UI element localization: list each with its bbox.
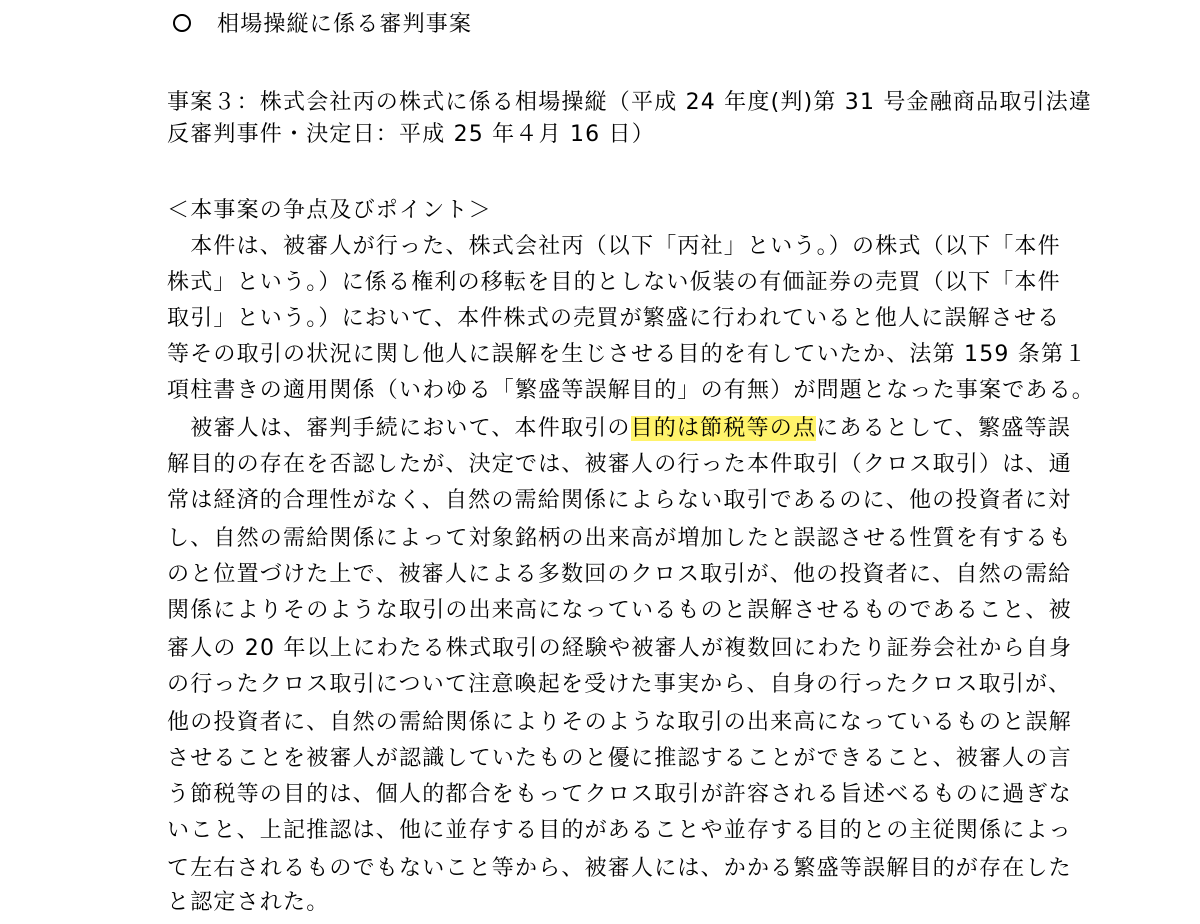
paragraph-2-line [167,410,1071,448]
paragraph-2-line: 常は経済的合理性がなく、自然の需給関係によらない取引であるのに、他の投資者に対 [167,488,1072,513]
paragraph-2-line: 他の投資者に、自然の需給関係によりそのような取引の出来高になっているものと誤解 [167,710,1072,735]
highlighted-phrase: 目的は節税等の点 [630,416,817,441]
paragraph-1-line: 本件は、被審人が行った、株式会社丙（以下「丙社」という。）の株式（以下「本件 [167,234,1061,259]
section-heading [167,6,472,44]
circle-marker-icon [173,14,191,32]
paragraph-2-line: させることを被審人が認識していたものと優に推認することができること、被審人の言 [167,746,1072,771]
paragraph-1-line: 等その取引の状況に関し他人に誤解を生じさせる目的を有していたか、法第 159 条第１ [167,342,1088,367]
paragraph-2-line: 関係によりそのような取引の出来高になっているものと誤解させるものであること、被 [167,598,1072,623]
paragraph-2-text: 被審人は、審判手続において、本件取引の [167,416,631,441]
paragraph-1-line: 取引」という。）において、本件株式の売買が繁盛に行われていると他人に誤解させる [167,306,1061,331]
issues-heading: ＜本事案の争点及びポイント＞ [167,198,492,223]
paragraph-2-line: う節税等の目的は、個人的都合をもってクロス取引が許容される旨述べるものに過ぎな [167,782,1072,807]
paragraph-2-line: 解目的の存在を否認したが、決定では、被審人の行った本件取引（クロス取引）は、通 [167,452,1072,477]
paragraph-2-line: し、自然の需給関係によって対象銘柄の出来高が増加したと誤認させる性質を有するも [167,526,1072,551]
heading-title: 相場操縦に係る審判事案 [217,12,473,37]
paragraph-2-text: にあるとして、繁盛等誤 [816,416,1071,441]
paragraph-2-line: のと位置づけた上で、被審人による多数回のクロス取引が、他の投資者に、自然の需給 [167,562,1072,587]
case-title-line-2: 反審判事件・決定日：平成 25 年４月 16 日） [167,122,655,147]
paragraph-2-line: と認定された。 [167,890,330,915]
paragraph-2-line: て左右されるものでもないこと等から、被審人には、かかる繁盛等誤解目的が存在した [167,856,1072,881]
paragraph-2-line: いこと、上記推認は、他に並存する目的があることや並存する目的との主従関係によっ [167,818,1072,843]
paragraph-1-line: 項柱書きの適用関係（いわゆる「繁盛等誤解目的」の有無）が問題となった事案である。 [167,378,1096,403]
paragraph-2-line: の行ったクロス取引について注意喚起を受けた事実から、自身の行ったクロス取引が、 [167,672,1072,697]
case-title-line-1: 事案３：株式会社丙の株式に係る相場操縦（平成 24 年度(判)第 31 号金融商品取引法違 [167,90,1093,115]
paragraph-1-line: 株式」という。）に係る権利の移転を目的としない仮装の有価証券の売買（以下「本件 [167,270,1061,295]
paragraph-2-line: 審人の 20 年以上にわたる株式取引の経験や被審人が複数回にわたり証券会社から自身 [167,636,1073,661]
